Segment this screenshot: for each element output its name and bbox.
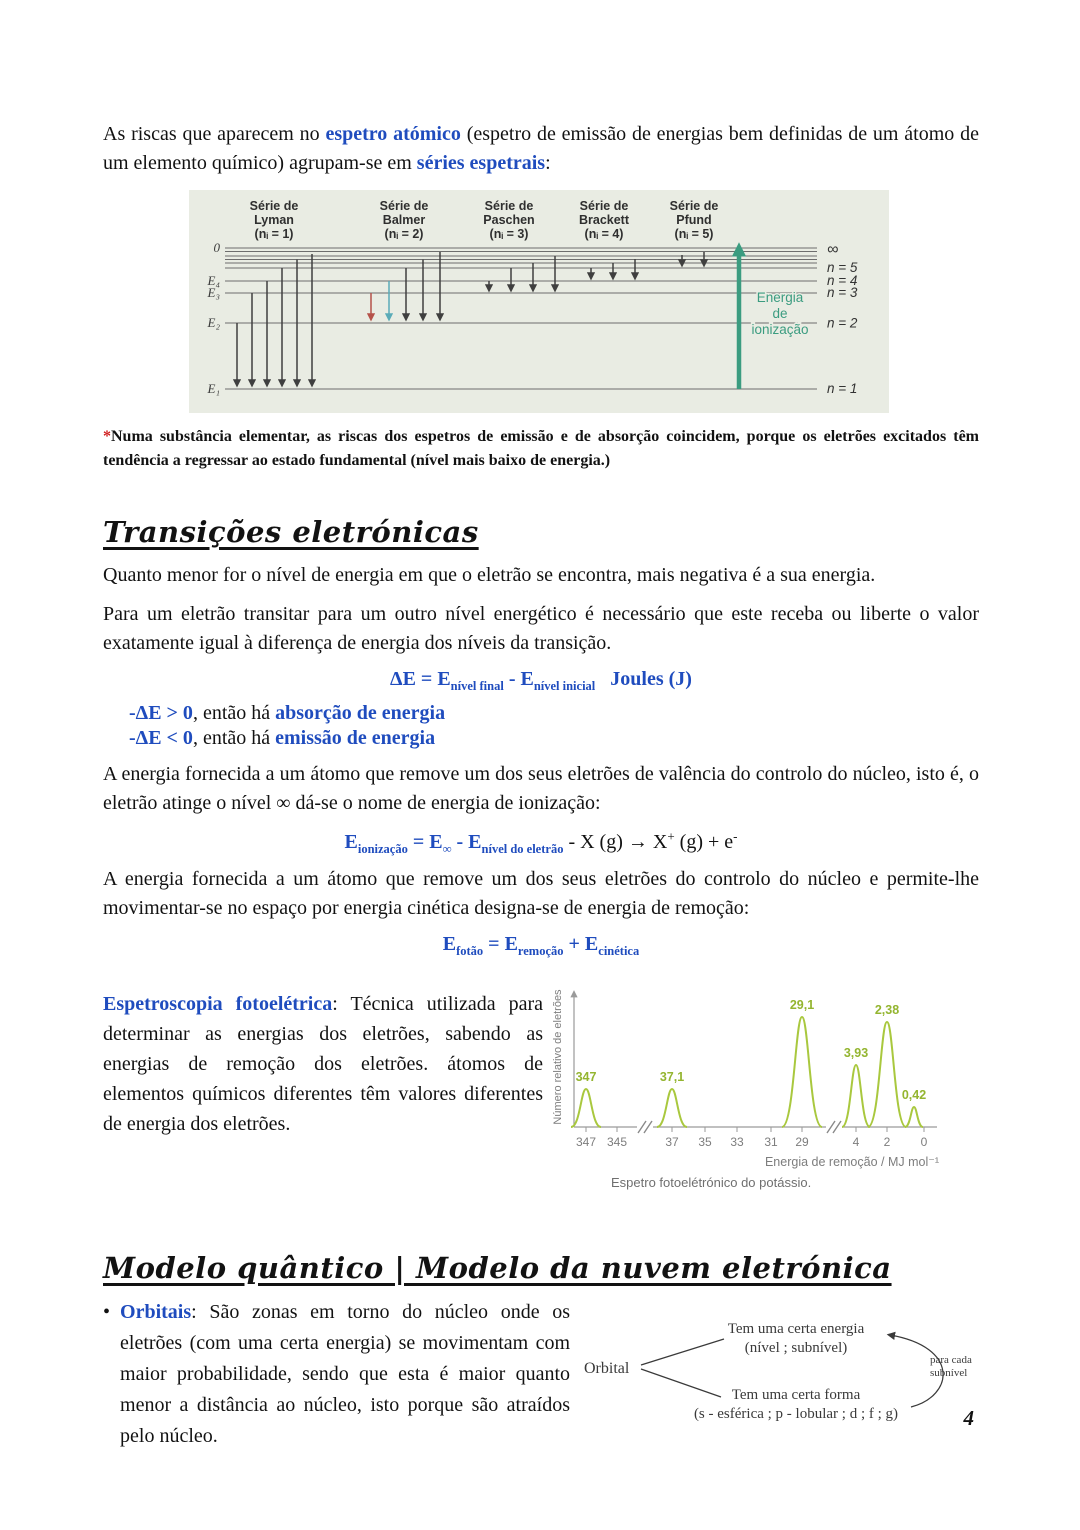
orbital-energy-sublabel: (nível ; subnível) bbox=[744, 1339, 848, 1356]
orbital-shape-sublabel: (s - esférica ; p - lobular ; d ; f ; g) bbox=[693, 1405, 899, 1422]
chart-caption: Espetro fotoelétrónico do potássio. bbox=[611, 1174, 812, 1190]
peak-value-label: 347 bbox=[575, 1069, 597, 1084]
level-label: 0 bbox=[213, 240, 220, 255]
series-label: (nᵢ = 2) bbox=[384, 227, 424, 241]
series-label: Pfund bbox=[676, 213, 712, 227]
level-label: n = 3 bbox=[827, 285, 858, 300]
energy-level-diagram-svg bbox=[189, 190, 889, 413]
orbital-diagram bbox=[574, 1311, 979, 1446]
term-espetroscopia: Espetroscopia fotoelétrica bbox=[103, 992, 333, 1015]
intro-text: : bbox=[545, 152, 551, 174]
orbital-energy-label: Tem uma certa energia bbox=[727, 1320, 865, 1337]
spectrum-peak bbox=[782, 1017, 822, 1127]
term-series-espetrais: séries espetrais bbox=[416, 152, 546, 174]
lyman-transition-arrows bbox=[237, 254, 312, 385]
series-label: Série de bbox=[669, 199, 719, 213]
x-tick-label: 37 bbox=[665, 1134, 679, 1149]
x-tick-label: 4 bbox=[852, 1134, 860, 1149]
level-label: n = 1 bbox=[827, 381, 858, 396]
level-label: E₄ bbox=[207, 273, 220, 288]
series-label: Série de bbox=[579, 199, 629, 213]
equation-ionizacao: $E_{ionização} = E_\infty - E_{nível do eletrão} - X$ (g) → X+ (g) + e- bbox=[344, 828, 738, 856]
ionization-label-line: de bbox=[772, 306, 788, 321]
ionization-label-line: ionização bbox=[751, 322, 809, 337]
orbital-diagram-svg bbox=[574, 1311, 979, 1441]
delta-emission-line: -ΔE < 0, então há emissão de energia bbox=[129, 727, 436, 749]
series-label: Lyman bbox=[254, 213, 294, 227]
per-subnivel-label: subnível bbox=[930, 1366, 968, 1379]
series-label: Série de bbox=[484, 199, 534, 213]
x-tick-label: 345 bbox=[606, 1134, 628, 1149]
ionization-label-line: Energia bbox=[756, 290, 804, 305]
intro-text: As riscas que aparecem no bbox=[103, 123, 326, 145]
peak-value-label: 29,1 bbox=[789, 997, 815, 1012]
branch-line-bottom bbox=[641, 1369, 721, 1397]
series-label: Paschen bbox=[483, 213, 535, 227]
paschen-transition-arrows bbox=[489, 256, 555, 290]
series-label: Brackett bbox=[578, 213, 630, 227]
orbital-shape-label: Tem uma certa forma bbox=[731, 1386, 861, 1403]
series-label: (nᵢ = 4) bbox=[584, 227, 624, 241]
footnote-asterisk: * bbox=[103, 428, 111, 445]
level-label: E₂ bbox=[207, 315, 220, 330]
x-tick-label: 0 bbox=[920, 1134, 928, 1149]
spectrum-peak bbox=[657, 1089, 687, 1127]
series-labels bbox=[250, 199, 719, 241]
chart-y-axis-label: Número relativo de eletrões bbox=[552, 989, 564, 1125]
level-label-infinity: ∞ bbox=[827, 241, 839, 258]
x-tick-label: 29 bbox=[795, 1134, 809, 1149]
balmer-transition-arrows bbox=[371, 252, 440, 319]
series-label: (nᵢ = 1) bbox=[254, 227, 294, 241]
paragraph-ionizacao: A energia fornecida a um átomo que remove um dos seus eletrões de valência do controlo do núcleo, isto é, o eletrão atinge o nível ∞ dá-se o nome de energia de ionização: bbox=[103, 763, 979, 814]
x-tick-label: 31 bbox=[764, 1134, 778, 1149]
x-tick-label: 33 bbox=[730, 1134, 744, 1149]
energy-level-diagram bbox=[189, 190, 979, 413]
term-espetro-atomico: espetro atómico bbox=[325, 123, 461, 145]
peak-value-label: 0,42 bbox=[901, 1087, 927, 1102]
series-label: Série de bbox=[379, 199, 429, 213]
per-subnivel-label: para cada bbox=[930, 1353, 972, 1366]
delta-absorption-line: -ΔE > 0, então há absorção de energia bbox=[129, 702, 446, 724]
series-label: Balmer bbox=[382, 213, 426, 227]
spectrum-peak bbox=[842, 1065, 870, 1127]
equation-delta-e: $\Delta E = E_{nível final} - E_{nível inicial}$ Joules (J) bbox=[390, 668, 692, 693]
quantum-section bbox=[103, 1297, 979, 1452]
footnote-text: Numa substância elementar, as riscas dos espetros de emissão e de absorção coincidem, porque os eletrões excitados têm tendência a regressar ao estado fundamental (nível mais baixo de energia.) bbox=[103, 428, 979, 469]
level-label: E₁ bbox=[207, 381, 220, 396]
footnote bbox=[103, 425, 979, 473]
peak-value-label: 2,38 bbox=[874, 1002, 900, 1017]
spectrum-peak bbox=[905, 1107, 923, 1127]
section-heading-transicoes: Transições eletrónicas bbox=[103, 515, 479, 549]
orbitais-text: Orbitais: São zonas em torno do núcleo onde os eletrões (com uma certa energia) se movimentam com maior probabilidade, sendo que esta é maior quanto menor a distância ao núcleo, isto porque são atraídos pelo núcleo. bbox=[120, 1300, 570, 1447]
branch-line-top bbox=[641, 1339, 724, 1365]
bullet-marker: • bbox=[103, 1300, 111, 1323]
x-tick-label: 347 bbox=[575, 1134, 597, 1149]
peak-value-label: 3,93 bbox=[843, 1045, 869, 1060]
term-orbitais: Orbitais bbox=[120, 1300, 192, 1323]
level-label: n = 4 bbox=[827, 273, 858, 288]
orbitais-bullet-item bbox=[103, 1297, 570, 1452]
page-content bbox=[103, 120, 979, 1452]
x-tick-label: 2 bbox=[883, 1134, 891, 1149]
intro-paragraph bbox=[103, 120, 979, 178]
left-level-labels bbox=[207, 240, 221, 396]
page-number: 4 bbox=[963, 1406, 974, 1430]
series-label: (nᵢ = 5) bbox=[674, 227, 714, 241]
chart-x-axis-label: Energia de remoção / MJ mol⁻¹ bbox=[764, 1154, 939, 1169]
series-label: (nᵢ = 3) bbox=[489, 227, 529, 241]
spectrum-peak bbox=[868, 1022, 906, 1127]
energy-levels bbox=[225, 248, 817, 389]
spectrum-peak bbox=[571, 1089, 601, 1127]
series-label: Série de bbox=[249, 199, 299, 213]
paragraph-niveis: Quanto menor for o nível de energia em que o eletrão se encontra, mais negativa é a sua energia. bbox=[103, 564, 876, 586]
chart-ticks bbox=[576, 1127, 928, 1149]
orbital-root-label: Orbital bbox=[584, 1359, 630, 1377]
paragraph-transitar: Para um eletrão transitar para um outro nível energético é necessário que este receba ou liberte o valor exatamente igual à diferença de energia dos níveis da transição. bbox=[103, 603, 979, 654]
paragraph-remocao: A energia fornecida a um átomo que remove um dos seus eletrões do controlo do núcleo e permite-lhe movimentar-se no espaço por energia cinética designa-se de energia de remoção: bbox=[103, 867, 979, 919]
photoelectron-chart bbox=[549, 977, 979, 1197]
level-label: n = 5 bbox=[827, 260, 858, 275]
right-level-labels bbox=[827, 241, 858, 396]
x-tick-label: 35 bbox=[698, 1134, 712, 1149]
chart-peaks bbox=[571, 998, 926, 1127]
photoelectric-section bbox=[103, 989, 979, 1197]
level-label: n = 2 bbox=[827, 315, 858, 331]
photoelectric-text: Espetroscopia fotoelétrica: Técnica utilizada para determinar as energias dos eletrões, sabendo as energias de remoção dos eletrões. átomos de elementos químicos diferentes têm valores diferentes de energia dos eletrões. bbox=[103, 992, 543, 1135]
photoelectron-chart-svg bbox=[549, 977, 979, 1192]
section-heading-modelo: Modelo quântico | Modelo da nuvem eletrónica bbox=[103, 1250, 892, 1285]
equation-fotao: $E_{fotão} = E_{remoção} + E_{cinética}$ bbox=[442, 932, 640, 958]
ionization-energy-label bbox=[751, 290, 808, 337]
intro-text: (espetro de emissão de energias bem definidas de um átomo de um elemento químico) agrupam-se em bbox=[103, 123, 980, 174]
level-label: E₃ bbox=[207, 285, 220, 300]
peak-value-label: 37,1 bbox=[659, 1069, 685, 1084]
